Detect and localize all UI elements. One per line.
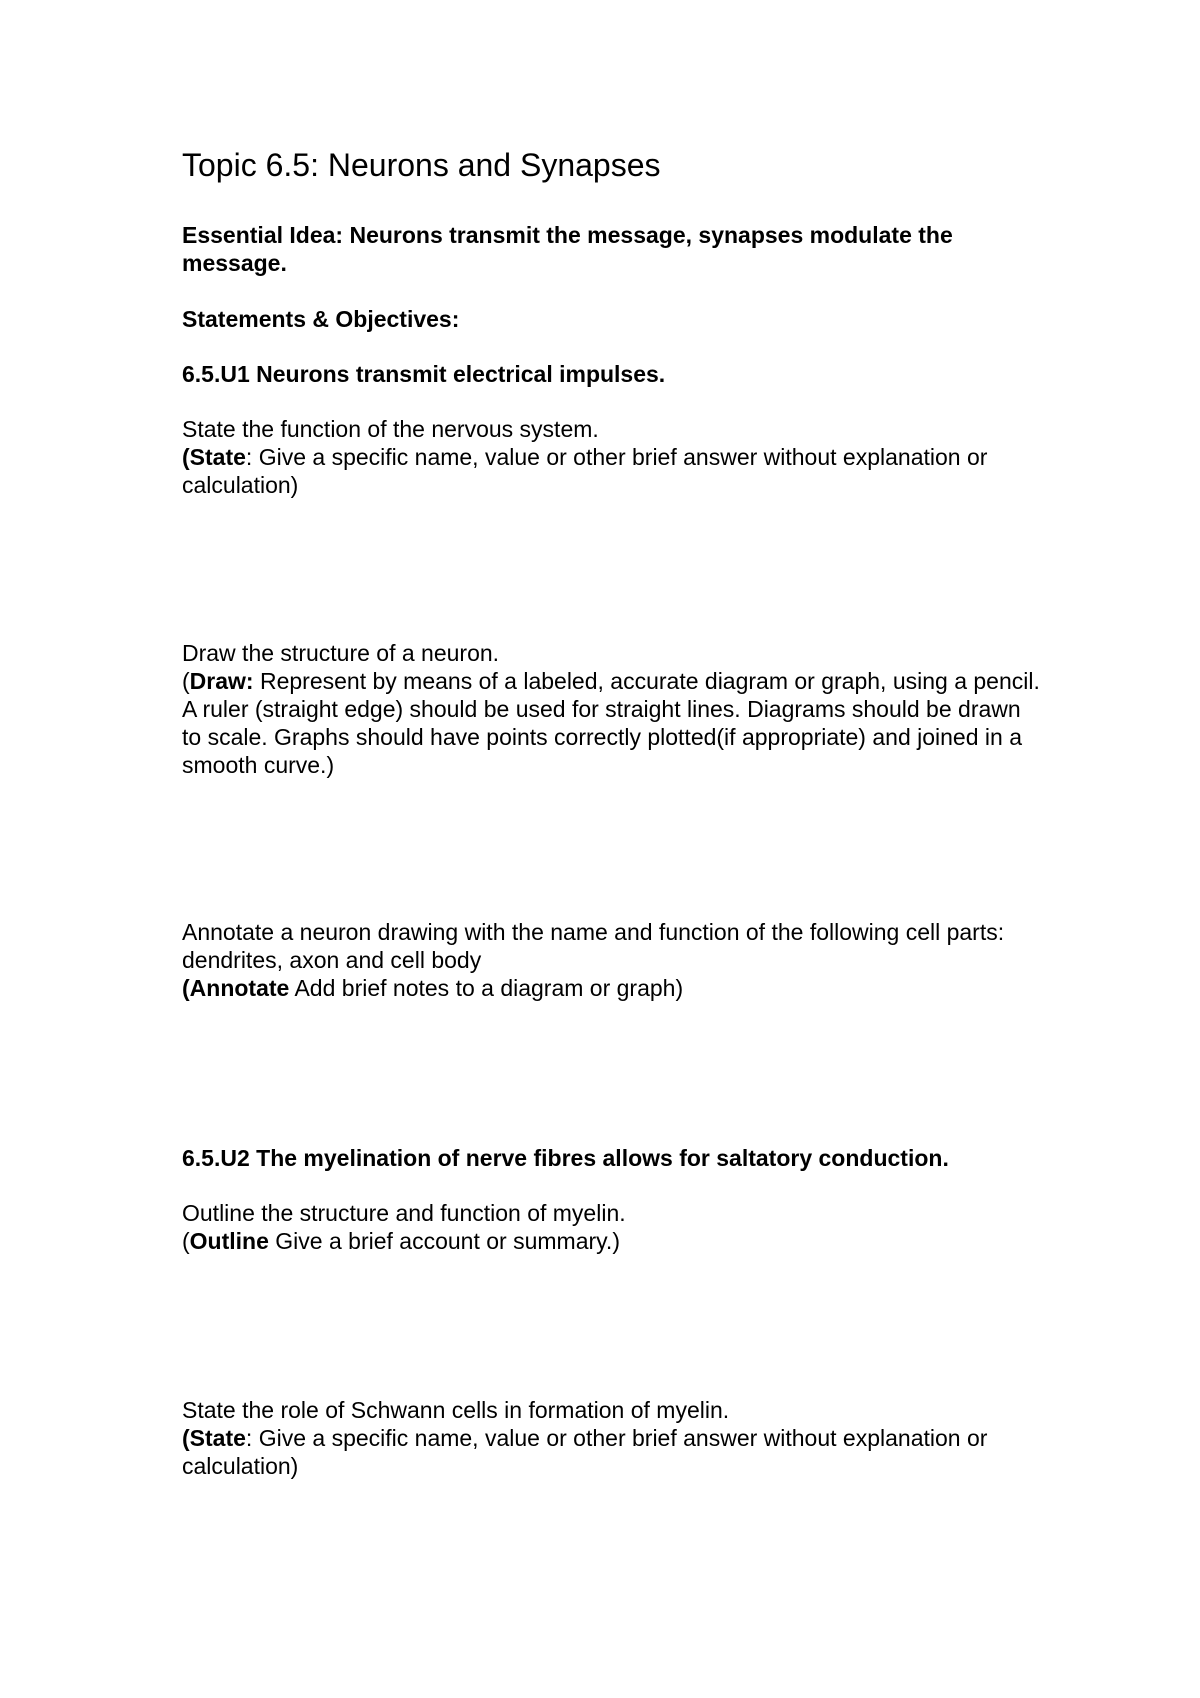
task-outline-myelin [182, 1199, 1042, 1255]
task-annotate-neuron [182, 918, 1042, 1002]
section-heading-u2: 6.5.U2 The myelination of nerve fibres allows for saltatory conduction. [182, 1145, 949, 1171]
task-prompt: Outline the structure and function of myelin. [182, 1200, 626, 1226]
command-term: Outline [189, 1228, 269, 1254]
document-title: Topic 6.5: Neurons and Synapses [182, 147, 661, 183]
task-state-nervous-function [182, 415, 1042, 499]
task-state-schwann-role [182, 1396, 1042, 1480]
command-term: Draw: [189, 668, 254, 694]
task-prompt: Annotate a neuron drawing with the name and function of the following cell parts: dendrites, axon and cell body [182, 919, 1005, 973]
essential-idea: Essential Idea: Neurons transmit the message, synapses modulate the message. [182, 222, 953, 276]
command-term: State [189, 444, 246, 470]
section-heading-u1: 6.5.U1 Neurons transmit electrical impulses. [182, 361, 666, 387]
task-prompt: State the role of Schwann cells in formation of myelin. [182, 1397, 730, 1423]
task-draw-neuron [182, 639, 1042, 779]
command-term: Annotate [189, 975, 290, 1001]
statements-heading: Statements & Objectives: [182, 306, 460, 332]
command-term-definition: (State: Give a specific name, value or other brief answer without explanation or calculation) [182, 444, 988, 498]
command-term-definition: (Annotate Add brief notes to a diagram or graph) [182, 975, 684, 1001]
command-term-definition: (Draw: Represent by means of a labeled, accurate diagram or graph, using a pencil. A ruler (straight edge) should be used for straight lines. Diagrams should be drawn to scale. Graphs should have points correctly plotted(if appropriate) and joined in a smooth curve.) [182, 668, 1040, 778]
command-term: State [189, 1425, 246, 1451]
command-term-definition: (State: Give a specific name, value or other brief answer without explanation or calculation) [182, 1425, 988, 1479]
task-prompt: State the function of the nervous system. [182, 416, 599, 442]
task-prompt: Draw the structure of a neuron. [182, 640, 500, 666]
command-term-definition: (Outline Give a brief account or summary.) [182, 1228, 620, 1254]
